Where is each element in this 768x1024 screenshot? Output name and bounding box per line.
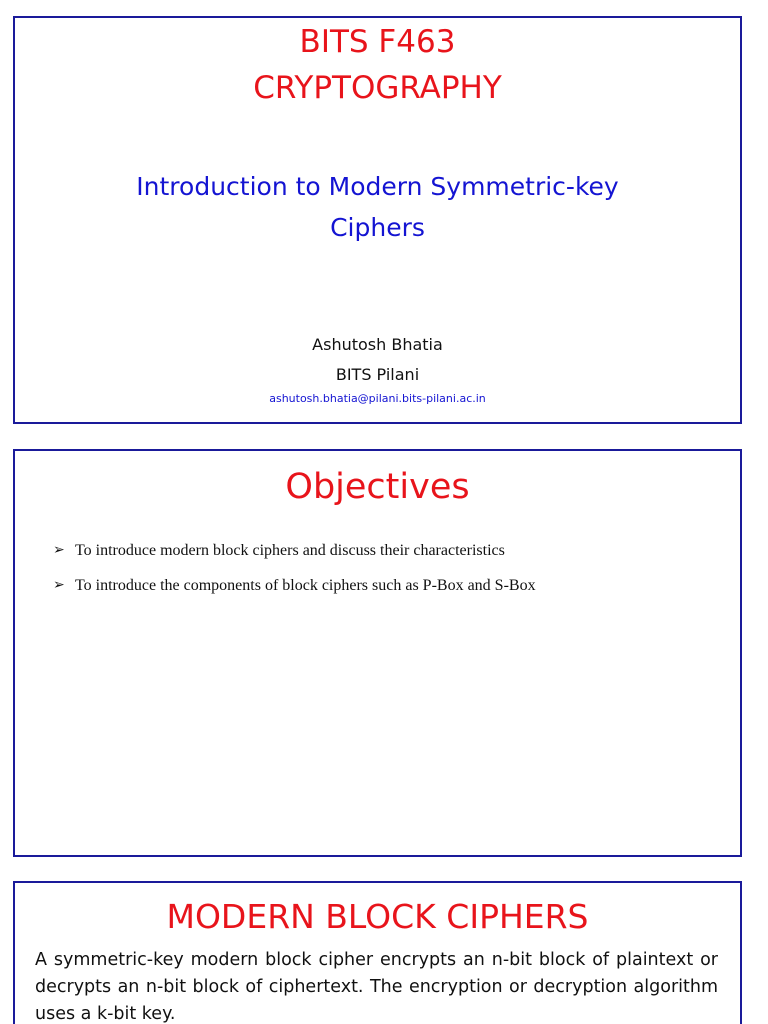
list-item-text: To introduce the components of block ciphers such as P-Box and S-Box <box>75 577 536 594</box>
lecture-subtitle-line-1: Introduction to Modern Symmetric-key <box>136 172 619 201</box>
list-item <box>53 539 720 574</box>
title-slide <box>13 16 742 424</box>
institution-name: BITS Pilani <box>335 365 420 384</box>
objectives-slide <box>13 449 742 857</box>
arrowhead-bullet-icon: ➢ <box>53 578 65 593</box>
author-email: ashutosh.bhatia@pilani.bits-pilani.ac.in <box>269 392 486 405</box>
modern-block-ciphers-title: MODERN BLOCK CIPHERS <box>166 897 589 936</box>
arrowhead-bullet-icon: ➢ <box>53 543 65 558</box>
course-code: BITS F463 <box>299 24 456 60</box>
author-name: Ashutosh Bhatia <box>312 335 443 354</box>
lecture-subtitle-line-2: Ciphers <box>330 213 425 242</box>
modern-block-ciphers-slide <box>13 881 742 1024</box>
modern-block-ciphers-body: A symmetric-key modern block cipher encrypts an n-bit block of plaintext or decrypts an n-bit block of ciphertext. The encryption or decryption algorithm uses a k-bit key. <box>35 950 718 1024</box>
objectives-title: Objectives <box>285 467 470 507</box>
objectives-list <box>53 539 720 609</box>
list-item-text: To introduce modern block ciphers and discuss their characteristics <box>75 542 505 559</box>
course-name: CRYPTOGRAPHY <box>253 70 502 106</box>
list-item <box>53 574 720 609</box>
